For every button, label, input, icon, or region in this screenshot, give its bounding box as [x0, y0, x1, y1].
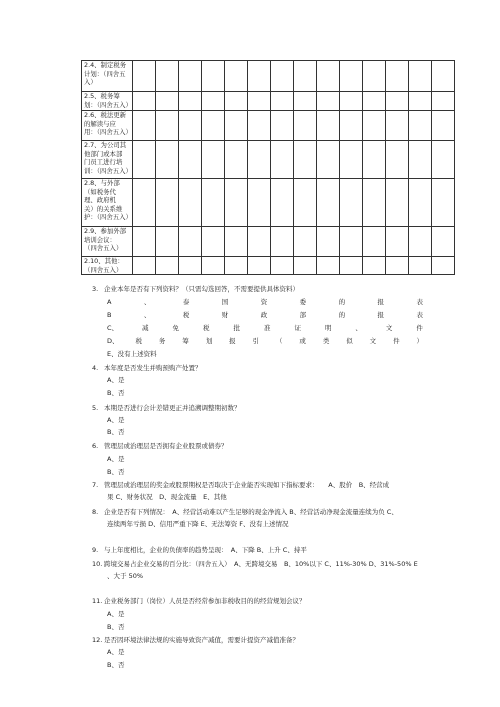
table-cell [271, 257, 294, 275]
option-char: 报 [377, 298, 385, 306]
table-cell [248, 227, 271, 257]
table-cell [432, 257, 455, 275]
table-cell [294, 257, 317, 275]
table-cell [156, 111, 179, 141]
option-char: 税 [182, 311, 190, 319]
table-row [82, 92, 455, 111]
question-10: 10. 跨境交易占企业交易的百分比：（四舍五入） A、无跨境交易 B、10%以下 C、11%-30% D、31%-50% E [92, 560, 418, 568]
question-6: 6. 管理层或治理层是否拥有企业股票或债券？ [92, 442, 228, 450]
table-row [82, 61, 455, 92]
table-cell [133, 92, 156, 111]
question-9: 9. 与上年度相比，企业的负债率的趋势呈现： A、下降 B、上升 C、持平 [92, 546, 307, 554]
row-label-line: 入） [84, 78, 97, 87]
option-char: 国 [221, 298, 229, 306]
table-cell [294, 111, 317, 141]
question-11: 11. 企业税务部门（岗位）人员是否经常参加非税收目的的经营规划会议？ [92, 597, 306, 605]
option-char: 报 [377, 311, 385, 319]
table-cell [317, 92, 340, 111]
table-cell [363, 179, 386, 227]
option-char: 税 [135, 337, 142, 345]
table-cell [363, 141, 386, 179]
table-row [82, 179, 455, 227]
q11-option-b: B、否 [107, 623, 125, 631]
table-cell [409, 179, 432, 227]
question-5: 5. 本期是否进行会计差错更正并追溯调整期初数？ [92, 404, 241, 412]
table-cell [202, 179, 225, 227]
option-char: 的 [338, 298, 346, 306]
table-cell [156, 179, 179, 227]
option-char: 引 [252, 337, 260, 345]
table-row [82, 257, 455, 275]
q5-option-b: B、否 [107, 428, 125, 436]
option-char: D、 [107, 337, 119, 345]
table-cell [202, 141, 225, 179]
table-cell [294, 179, 317, 227]
option-char: 批 [233, 324, 240, 332]
table-cell [409, 227, 432, 257]
table-cell [317, 179, 340, 227]
q6-option-b: B、否 [107, 468, 125, 476]
table-cell [225, 111, 248, 141]
table-cell [294, 61, 317, 92]
table-cell [271, 141, 294, 179]
row-label [82, 61, 133, 92]
question-8: 8. 企业是否有下列情况： A、经营活动难以产生足够的现金净流入 B、经营活动净现金流量连续为负 C、 [92, 508, 398, 516]
table-cell [340, 179, 363, 227]
table-cell [225, 61, 248, 92]
question-7-continued: 果 C、财务状况 D、现金流量 E、其他 [107, 493, 227, 501]
table-cell [294, 92, 317, 111]
table-cell [386, 61, 409, 92]
table-cell [133, 227, 156, 257]
table-cell [271, 111, 294, 141]
row-label-line: 划：（四舍五入） [84, 100, 132, 109]
option-char: 务 [158, 337, 166, 345]
table-cell [340, 111, 363, 141]
row-label-line: 2.10、其他： [84, 257, 124, 265]
table-cell [432, 141, 455, 179]
row-label-line: 2.9、参加外部 [84, 227, 127, 235]
row-label [82, 111, 133, 141]
table-cell [317, 111, 340, 141]
table-cell [294, 141, 317, 179]
table-cell [133, 141, 156, 179]
row-label [82, 92, 133, 111]
option-char: 表 [416, 311, 423, 319]
table-cell [202, 257, 225, 275]
table-cell [409, 111, 432, 141]
table-cell [317, 257, 340, 275]
row-label [82, 227, 133, 257]
table-cell [225, 179, 248, 227]
table-cell [248, 257, 271, 275]
table-cell [432, 92, 455, 111]
option-char: 件 [393, 337, 400, 345]
table-cell [156, 141, 179, 179]
option-char: 划 [205, 337, 213, 345]
q3-option-b [107, 311, 423, 320]
q6-option-a: A、是 [107, 455, 125, 463]
row-label-line: 他部门或本部 [84, 149, 123, 158]
option-char: 类 [322, 337, 330, 345]
option-char: 、 [355, 324, 362, 332]
q3-option-e: E、没有上述资料 [107, 350, 157, 358]
option-char: 、 [143, 298, 151, 306]
option-char: 、 [143, 311, 151, 319]
row-label-line: 关）的关系维 [84, 204, 123, 213]
option-char: 似 [346, 337, 353, 345]
table-cell [225, 92, 248, 111]
option-char: （ [275, 337, 283, 345]
row-label-line: （四舍五入） [84, 244, 123, 253]
table-cell [340, 227, 363, 257]
option-char: 委 [299, 298, 307, 306]
row-label-line: 的解读与应 [84, 119, 116, 128]
table-cell [248, 92, 271, 111]
table-cell [133, 179, 156, 227]
option-char: 资 [260, 298, 268, 306]
row-label-line: 训：（四舍五入） [84, 166, 132, 175]
row-label-line: （如税务代 [84, 187, 116, 196]
table-cell [248, 179, 271, 227]
option-char: 减 [142, 324, 149, 332]
option-char: 或 [299, 337, 306, 345]
table-cell [225, 141, 248, 179]
option-char: 准 [263, 324, 271, 332]
table-cell [133, 257, 156, 275]
table-cell [409, 141, 432, 179]
q4-option-a: A、是 [107, 376, 125, 384]
table-cell [340, 92, 363, 111]
table-cell [156, 227, 179, 257]
option-char: 表 [416, 298, 423, 306]
table-cell [386, 179, 409, 227]
q3-option-d [107, 337, 423, 346]
row-label [82, 141, 133, 179]
table-cell [179, 61, 202, 92]
option-char: 税 [203, 324, 210, 332]
table-cell [248, 141, 271, 179]
table-cell [386, 92, 409, 111]
table-cell [156, 61, 179, 92]
option-char: ） [416, 337, 423, 345]
q4-option-b: B、否 [107, 389, 125, 397]
row-label-line: （四舍五入） [84, 265, 123, 274]
option-char: 证 [294, 324, 301, 332]
table-cell [409, 92, 432, 111]
table-cell [386, 111, 409, 141]
option-char: 明 [324, 324, 332, 332]
table-cell [363, 257, 386, 275]
table-cell [179, 92, 202, 111]
table-cell [432, 111, 455, 141]
row-label-line: 2.8、与外部 [84, 179, 120, 187]
table-cell [294, 227, 317, 257]
table-cell [248, 111, 271, 141]
table-cell [340, 61, 363, 92]
question-3: 3. 企业本年是否有下列资料？（只需勾选回答，不需要提供具体资料） [92, 285, 299, 293]
option-char: B [107, 311, 112, 319]
table-cell [363, 227, 386, 257]
row-label [82, 257, 133, 275]
table-cell [317, 141, 340, 179]
table-cell [386, 141, 409, 179]
tax-work-table [81, 60, 455, 275]
option-char: 部 [299, 311, 307, 319]
q11-option-a: A、是 [107, 610, 125, 618]
q5-option-a: A、是 [107, 416, 125, 424]
row-label-line: 2.6、税法更新 [84, 111, 127, 119]
row-label-line: 培训会议： [84, 235, 116, 244]
table-row [82, 227, 455, 257]
table-cell [179, 227, 202, 257]
table-cell [409, 61, 432, 92]
table-cell [202, 92, 225, 111]
table-cell [248, 61, 271, 92]
table-cell [179, 257, 202, 275]
question-7: 7. 管理层或治理层的奖金或股票期权是否取决于企业能否实现如下指标要求： A、股价 B、经营成 [92, 481, 390, 489]
table-cell [202, 111, 225, 141]
row-label-line: 门员工进行培 [84, 158, 123, 167]
table-cell [225, 227, 248, 257]
table-cell [386, 227, 409, 257]
table-cell [202, 227, 225, 257]
option-char: 政 [260, 311, 268, 319]
table-cell [133, 61, 156, 92]
table-cell [271, 92, 294, 111]
table-cell [317, 227, 340, 257]
option-char: 财 [221, 311, 229, 319]
table-cell [225, 257, 248, 275]
option-char: 文 [369, 337, 377, 345]
question-12: 12. 是否因环境法律法规的实施导致资产减值，需要计提资产减值准备？ [92, 636, 299, 644]
table-cell [340, 257, 363, 275]
option-char: 免 [172, 324, 180, 332]
option-char: 的 [338, 311, 346, 319]
q3-option-c [107, 324, 423, 333]
table-row [82, 141, 455, 179]
table-cell [363, 92, 386, 111]
row-label-line: 计划：（四舍五 [84, 69, 126, 78]
table-cell [386, 257, 409, 275]
q3-option-a [107, 298, 423, 307]
row-label-line: 2.7、为公司其 [84, 141, 127, 149]
row-label-line: 护：（四舍五入） [84, 213, 132, 222]
option-char: 报 [229, 337, 236, 345]
table-cell [179, 179, 202, 227]
table-cell [156, 257, 179, 275]
option-char: 泰 [182, 298, 190, 306]
question-10-continued: 、大于 50% [107, 572, 144, 580]
table-cell [432, 179, 455, 227]
table-cell [202, 61, 225, 92]
question-8-continued: 连续两年亏损 D、信用严重下降 E、无法筹资 F、没有上述情况 [107, 520, 289, 528]
table-cell [156, 92, 179, 111]
table-cell [340, 141, 363, 179]
table-cell [271, 227, 294, 257]
row-label [82, 179, 133, 227]
table-row [82, 111, 455, 141]
row-label-line: 用：（四舍五入） [84, 128, 132, 137]
q12-option-a: A、是 [107, 648, 125, 656]
table-cell [179, 111, 202, 141]
table-cell [363, 111, 386, 141]
option-char: C、 [107, 324, 119, 332]
table-cell [432, 61, 455, 92]
option-char: A [107, 298, 112, 306]
table-cell [271, 179, 294, 227]
option-char: 筹 [182, 337, 189, 345]
q12-option-b: B、否 [107, 661, 125, 669]
option-char: 文 [385, 324, 393, 332]
table-cell [432, 227, 455, 257]
row-label-line: 2.5、税务筹 [84, 92, 120, 100]
table-cell [409, 257, 432, 275]
row-label-line: 2.4、制定税务 [84, 61, 127, 69]
table-cell [133, 111, 156, 141]
table-cell [363, 61, 386, 92]
table-cell [271, 61, 294, 92]
question-4: 4. 本年度是否发生并购预购产处置？ [92, 364, 202, 372]
table-cell [317, 61, 340, 92]
option-char: 件 [416, 324, 423, 332]
row-label-line: 理、政府机 [84, 196, 116, 205]
table-cell [179, 141, 202, 179]
